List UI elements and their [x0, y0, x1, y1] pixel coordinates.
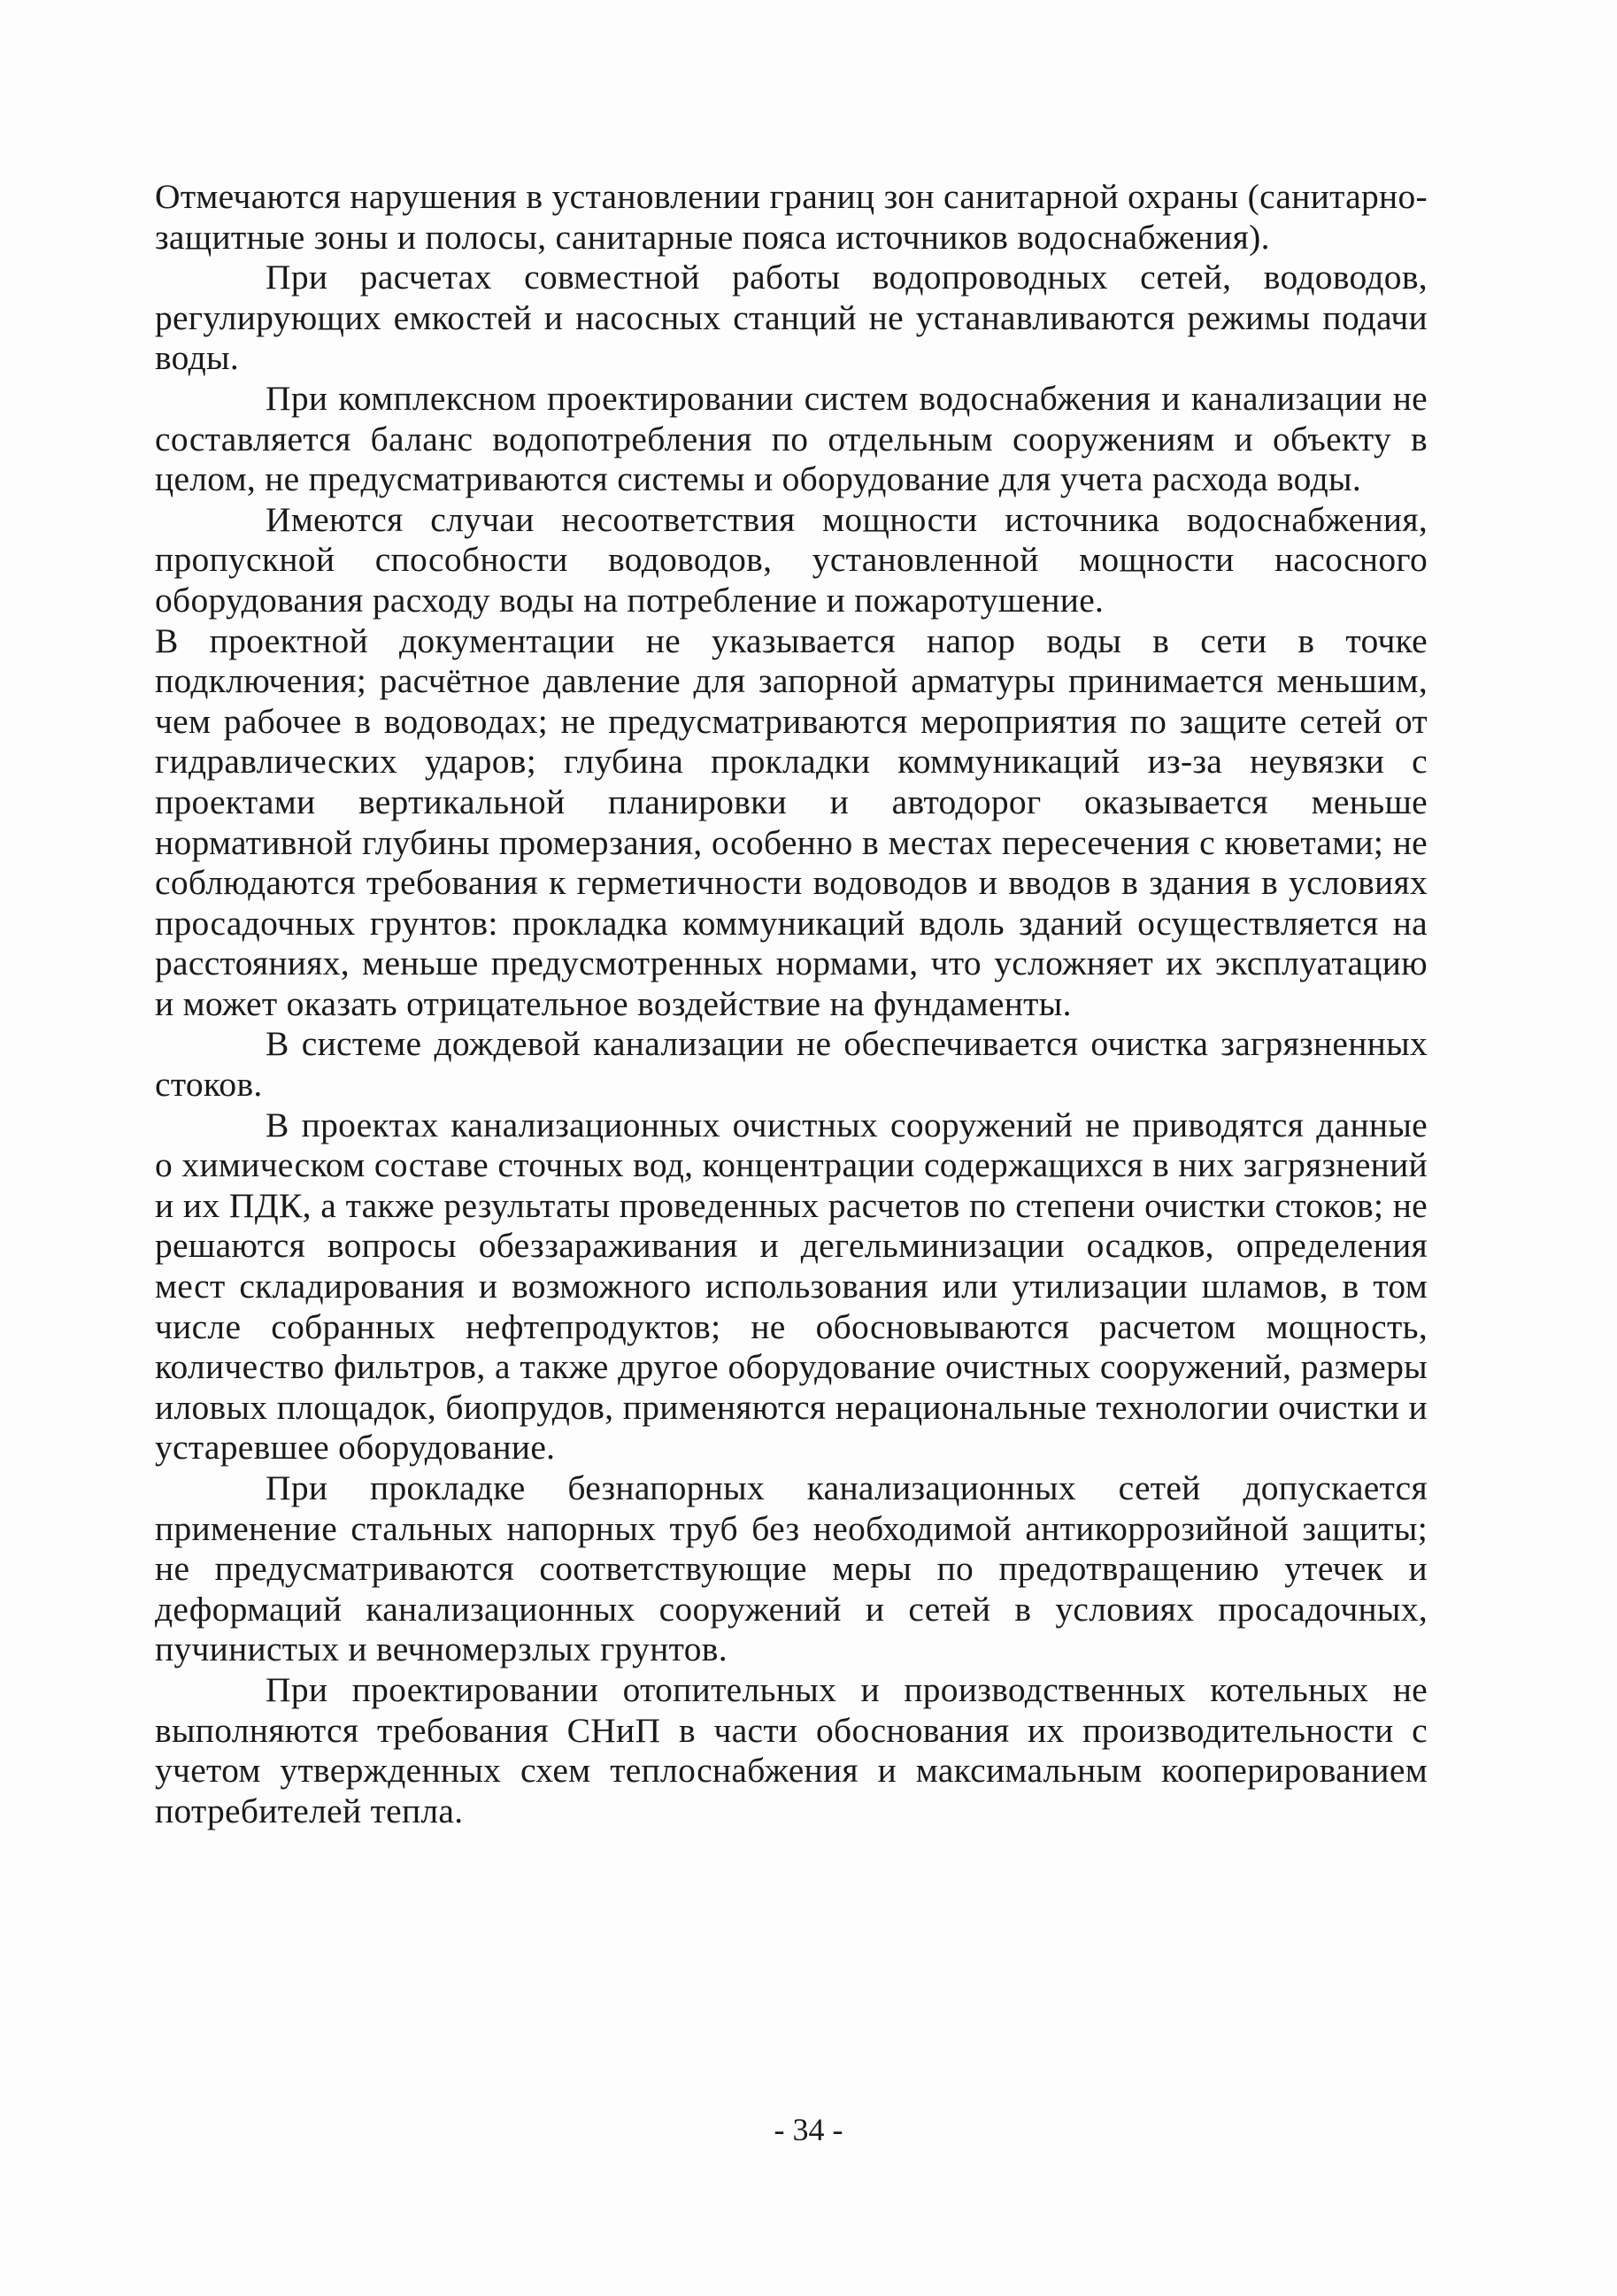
paragraph-7: В проектах канализационных очистных сооружений не приводятся данные о химическом составе сточных вод, концентрации содержащихся в них загрязнений и их ПДК, а также результаты проведенных расчетов по степени очистки стоков; не решаются вопросы обеззараживания и дегельминизации осадков, определения мест складирования и возможного использования или утилизации шламов, в том числе собранных нефтепродуктов; не обосновываются расчетом мощность, количество фильтров, а также другое оборудование очистных сооружений, размеры иловых площадок, биопрудов, применяются нерациональные технологии очистки и устаревшее оборудование. [155, 1105, 1428, 1468]
paragraph-8: При прокладке безнапорных канализационных сетей допускается применение стальных напорных труб без необходимой антикоррозийной защиты; не предусматриваются соответствующие меры по предотвращению утечек и деформаций канализационных сооружений и сетей в условиях просадочных, пучинистых и вечномерзлых грунтов. [155, 1468, 1428, 1669]
paragraph-6: В системе дождевой канализации не обеспечивается очистка загрязненных стоков. [155, 1024, 1428, 1105]
body-text [155, 177, 1428, 1831]
page-number: - 34 - [774, 2112, 843, 2147]
paragraph-9: При проектировании отопительных и производственных котельных не выполняются требования СНиП в части обоснования их производительности с учетом утвержденных схем теплоснабжения и максимальным кооперированием потребителей тепла. [155, 1669, 1428, 1830]
paragraph-2: При расчетах совместной работы водопроводных сетей, водоводов, регулирующих емкостей и насосных станций не устанавливаются режимы подачи воды. [155, 258, 1428, 378]
paragraph-4: Имеются случаи несоответствия мощности источника водоснабжения, пропускной способности водоводов, установленной мощности насосного оборудования расходу воды на потребление и пожаротушение. [155, 499, 1428, 620]
paragraph-5: В проектной документации не указывается напор воды в сети в точке подключения; расчётное давление для запорной арматуры принимается меньшим, чем рабочее в водоводах; не предусматриваются мероприятия по защите сетей от гидравлических ударов; глубина прокладки коммуникаций из-за неувязки с проектами вертикальной планировки и автодорог оказывается меньше нормативной глубины промерзания, особенно в местах пересечения с кюветами; не соблюдаются требования к герметичности водоводов и вводов в здания в условиях просадочных грунтов: прокладка коммуникаций вдоль зданий осуществляется на расстояниях, меньше предусмотренных нормами, что усложняет их эксплуатацию и может оказать отрицательное воздействие на фундаменты. [155, 620, 1428, 1023]
paragraph-1: Отмечаются нарушения в установлении границ зон санитарной охраны (санитарно-защитные зоны и полосы, санитарные пояса источников водоснабжения). [155, 177, 1428, 257]
paragraph-3: При комплексном проектировании систем водоснабжения и канализации не составляется баланс водопотребления по отдельным сооружениям и объекту в целом, не предусматриваются системы и оборудование для учета расхода воды. [155, 378, 1428, 499]
